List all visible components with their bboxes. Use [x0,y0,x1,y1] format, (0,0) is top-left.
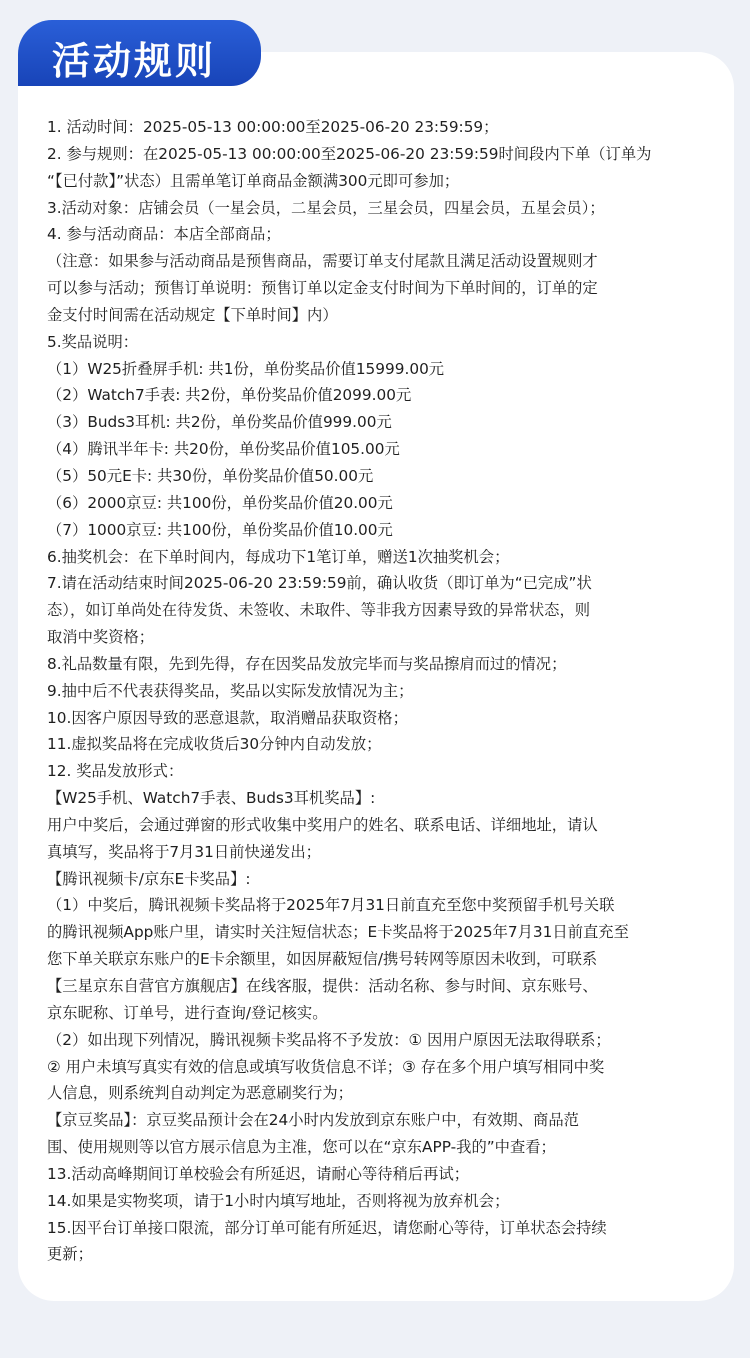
rule-line: 京东昵称、订单号，进行查询/登记核实。 [47,1003,328,1022]
rule-line: 6.抽奖机会：在下单时间内，每成功下1笔订单，赠送1次抽奖机会； [47,547,510,566]
rule-line: 取消中奖资格； [47,628,155,647]
rule-line: （1）W25折叠屏手机: 共1份，单份奖品价值15999.00元 [47,359,445,378]
rule-line: 12. 奖品发放形式： [47,762,184,781]
rule-line: 更新； [47,1245,93,1264]
rule-line: 13.活动高峰期间订单校验会有所延迟，请耐心等待稍后再试； [47,1164,470,1183]
rule-line: 【腾讯视频卡/京东E卡奖品】: [47,869,251,888]
rule-line: 用户中奖后，会通过弹窗的形式收集中奖用户的姓名、联系电话、详细地址，请认 [47,815,598,834]
rule-line: （3）Buds3耳机: 共2份，单份奖品价值999.00元 [47,413,392,432]
rule-line: 可以参与活动；预售订单说明：预售订单以定金支付时间为下单时间的，订单的定 [47,279,598,298]
rule-line: 8.礼品数量有限，先到先得，存在因奖品发放完毕而与奖品擦肩而过的情况； [47,654,567,673]
rule-line: 您下单关联京东账户的E卡余额里，如因屏蔽短信/携号转网等原因未收到，可联系 [47,950,598,969]
rule-line: 1. 活动时间：2025-05-13 00:00:00至2025-06-20 23:59:59； [47,118,499,136]
rule-line: 人信息，则系统判自动判定为恶意刷奖行为； [47,1084,353,1103]
rule-line: “【已付款】”状态）且需单笔订单商品金额满300元即可参加； [47,171,460,190]
rule-line: （2）Watch7手表: 共2份，单份奖品价值2099.00元 [47,386,412,405]
rule-line: 真填写，奖品将于7月31日前快递发出； [47,842,321,861]
rule-line: 3.活动对象：店铺会员（一星会员，二星会员，三星会员，四星会员，五星会员）； [47,198,605,217]
rule-line: （2）如出现下列情况，腾讯视频卡奖品将不予发放：① 因用户原因无法取得联系； [47,1030,611,1049]
rule-line: 的腾讯视频App账户里，请实时关注短信状态；E卡奖品将于2025年7月31日前直充至 [47,923,629,942]
rule-line: 14.如果是实物奖项，请于1小时内填写地址，否则将视为放弃机会； [47,1191,510,1210]
rule-line: 10.因客户原因导致的恶意退款，取消赠品获取资格； [47,708,408,727]
page-title: 活动规则 [52,39,217,83]
rule-line: 【W25手机、Watch7手表、Buds3耳机奖品】: [47,789,376,808]
rule-line: （5）50元E卡: 共30份，单份奖品价值50.00元 [47,466,374,485]
rule-line: 4. 参与活动商品：本店全部商品； [47,225,281,244]
rule-line: （6）2000京豆: 共100份，单份奖品价值20.00元 [47,493,393,512]
rule-line: 7.请在活动结束时间2025-06-20 23:59:59前，确认收货（即订单为“已完成”状 [47,574,592,593]
rule-line: 【三星京东自营官方旗舰店】在线客服，提供：活动名称、参与时间、京东账号、 [47,977,598,995]
rule-line: 2. 参与规则：在2025-05-13 00:00:00至2025-06-20 23:59:59时间段内下单（订单为 [47,144,652,163]
rule-line: 态），如订单尚处在待发货、未签收、未取件、等非我方因素导致的异常状态，则 [47,601,591,620]
rules-list [47,114,707,1268]
rule-line: 15.因平台订单接口限流，部分订单可能有所延迟，请您耐心等待，订单状态会持续 [47,1218,607,1237]
rule-line: （7）1000京豆: 共100份，单份奖品价值10.00元 [47,520,393,539]
rule-line: 金支付时间需在活动规定【下单时间】内） [47,305,338,324]
rule-line: 5.奖品说明： [47,332,139,351]
rule-line: （注意：如果参与活动商品是预售商品，需要订单支付尾款且满足活动设置规则才 [47,252,598,271]
rule-line: 围、使用规则等以官方展示信息为主准，您可以在“京东APP-我的”中查看； [47,1138,556,1157]
rule-line: 9.抽中后不代表获得奖品，奖品以实际发放情况为主； [47,681,414,700]
rule-line: 11.虚拟奖品将在完成收货后30分钟内自动发放； [47,735,382,754]
title-tab [18,20,261,86]
rule-line: ② 用户未填写真实有效的信息或填写收货信息不详；③ 存在多个用户填写相同中奖 [47,1057,605,1076]
rule-line: （4）腾讯半年卡: 共20份，单份奖品价值105.00元 [47,440,400,459]
rule-line: 【京豆奖品】：京豆奖品预计会在24小时内发放到京东账户中，有效期、商品范 [47,1111,579,1130]
rule-line: （1）中奖后，腾讯视频卡奖品将于2025年7月31日前直充至您中奖预留手机号关联 [47,896,615,915]
